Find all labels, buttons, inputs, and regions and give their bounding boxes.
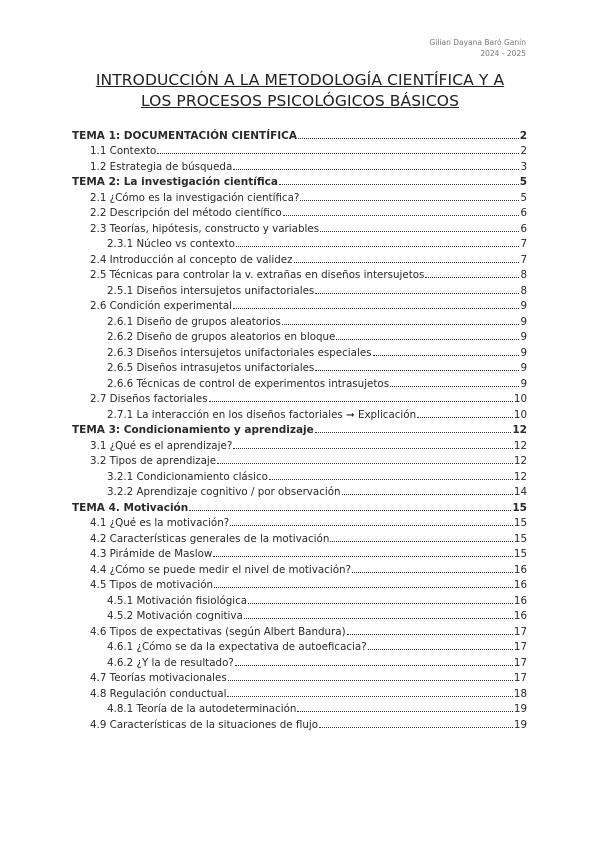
toc-leader (233, 169, 519, 170)
toc-entry[interactable] (72, 684, 527, 700)
toc-label: 4.6 Tipos de expectativas (según Albert Bandura) (90, 625, 346, 638)
toc-page: 17 (513, 641, 527, 653)
toc-label: 4.1 ¿Qué es la motivación? (90, 517, 230, 529)
toc-entry[interactable] (72, 126, 527, 142)
toc-label: 4.3 Pirámide de Maslow (90, 548, 213, 560)
toc-label: 3.2 Tipos de aprendizaje (90, 455, 217, 467)
toc-entry[interactable] (72, 235, 527, 251)
toc-leader (228, 680, 513, 681)
toc-page: 16 (513, 563, 527, 576)
toc-label: 4.6.1 ¿Cómo se da la expectativa de autoeficacia? (107, 641, 367, 653)
toc-leader (368, 649, 513, 650)
toc-label: 2.2 Descripción del método científico (90, 207, 282, 219)
toc-leader (315, 432, 512, 433)
toc-page: 16 (513, 579, 527, 591)
toc-leader (315, 293, 519, 294)
toc-label: 2.5 Técnicas para controlar la v. extrañas en diseños intersujetos (90, 269, 425, 281)
toc-page: 6 (520, 222, 527, 235)
toc-page: 14 (513, 486, 527, 498)
toc-label: 2.6.5 Diseños intrasujetos unifactoriales (107, 362, 315, 374)
toc-leader (236, 246, 519, 247)
toc-page: 2 (519, 129, 527, 142)
toc-label: 4.5.1 Motivación fisiológica (107, 594, 248, 607)
toc-entry[interactable] (72, 715, 527, 731)
toc-page: 17 (513, 656, 527, 669)
toc-entry[interactable] (72, 390, 527, 406)
toc-entry[interactable] (72, 514, 527, 530)
toc-label: 2.6.6 Técnicas de control de experimentos intrasujetos (107, 377, 390, 390)
toc-leader (294, 262, 520, 263)
toc-entry[interactable] (72, 173, 527, 189)
toc-entry[interactable] (72, 576, 527, 592)
toc-leader (300, 200, 519, 201)
toc-entry[interactable] (72, 405, 527, 421)
toc-page: 9 (520, 315, 527, 328)
toc-leader (269, 479, 513, 480)
toc-entry[interactable] (72, 467, 527, 483)
toc-leader (425, 277, 519, 278)
toc-leader (417, 417, 513, 418)
toc-entry[interactable] (72, 669, 527, 685)
toc-entry[interactable] (72, 266, 527, 282)
table-of-contents (72, 126, 527, 731)
toc-leader (315, 370, 519, 371)
toc-label: 2.6 Condición experimental (90, 300, 232, 312)
toc-page: 15 (513, 532, 527, 545)
toc-entry[interactable] (72, 545, 527, 561)
toc-label: 4.4 ¿Cómo se puede medir el nivel de motivación? (90, 563, 351, 576)
toc-leader (233, 308, 519, 309)
toc-label: 2.5.1 Diseños intersujetos unifactoriales (107, 284, 315, 297)
toc-leader (217, 463, 513, 464)
toc-leader (347, 634, 513, 635)
toc-leader (282, 324, 520, 325)
toc-entry[interactable] (72, 498, 527, 514)
toc-page: 7 (520, 253, 527, 266)
toc-label: 4.7 Teorías motivacionales (90, 672, 227, 684)
toc-page: 8 (520, 269, 527, 281)
toc-leader (330, 541, 513, 542)
toc-leader (352, 572, 513, 573)
toc-leader (390, 386, 519, 387)
toc-entry[interactable] (72, 343, 527, 359)
title-line-2: LOS PROCESOS PSICOLÓGICOS BÁSICOS (140, 92, 460, 110)
toc-entry[interactable] (72, 359, 527, 375)
toc-label: 3.1 ¿Qué es el aprendizaje? (90, 439, 233, 452)
author-name: Gilian Dayana Baró Ganín (429, 38, 526, 47)
toc-label: 2.1 ¿Cómo es la investigación científica? (90, 191, 300, 204)
toc-label: 2.6.2 Diseño de grupos aleatorios en bloque (107, 331, 336, 343)
toc-label: 2.7.1 La interacción en los diseños factoriales ➞ Explicación (107, 408, 417, 421)
toc-page: 2 (520, 145, 527, 157)
toc-leader (248, 603, 513, 604)
toc-page: 12 (512, 424, 527, 436)
toc-page: 12 (513, 455, 527, 467)
toc-entry[interactable] (72, 281, 527, 297)
toc-entry[interactable] (72, 250, 527, 266)
toc-label: 2.7 Diseños factoriales (90, 393, 208, 405)
toc-page: 7 (520, 238, 527, 250)
toc-label: 2.6.1 Diseño de grupos aleatorios (107, 315, 281, 328)
toc-leader (279, 184, 519, 185)
toc-leader (157, 153, 519, 154)
toc-leader (373, 355, 520, 356)
toc-page: 17 (513, 625, 527, 638)
toc-page: 18 (513, 687, 527, 700)
toc-leader (297, 711, 512, 712)
toc-entry[interactable] (72, 421, 527, 437)
academic-year: 2024 - 2025 (480, 49, 526, 58)
toc-leader (298, 138, 519, 139)
toc-entry[interactable] (72, 328, 527, 344)
toc-page: 16 (513, 594, 527, 607)
toc-page: 10 (513, 393, 527, 405)
toc-label: 4.5.2 Motivación cognitiva (107, 610, 243, 622)
toc-entry[interactable] (72, 297, 527, 313)
toc-label: 4.6.2 ¿Y la de resultado? (107, 656, 234, 669)
toc-page: 15 (513, 548, 527, 560)
toc-page: 9 (520, 300, 527, 312)
toc-leader (235, 665, 513, 666)
toc-label: 4.5 Tipos de motivación (90, 579, 214, 591)
toc-entry[interactable] (72, 483, 527, 499)
toc-entry[interactable] (72, 638, 527, 654)
toc-leader (320, 231, 519, 232)
toc-label: 2.6.3 Diseños intersujetos unifactoriales especiales (107, 346, 372, 359)
toc-entry[interactable] (72, 157, 527, 173)
toc-page: 9 (520, 377, 527, 390)
toc-label: 2.3.1 Núcleo vs contexto (107, 238, 235, 250)
toc-entry[interactable] (72, 700, 527, 716)
toc-page: 17 (513, 672, 527, 684)
toc-entry[interactable] (72, 452, 527, 468)
toc-entry[interactable] (72, 142, 527, 158)
toc-page: 19 (513, 718, 527, 731)
toc-page: 8 (520, 284, 527, 297)
toc-label: 4.9 Características de la situaciones de flujo (90, 718, 319, 731)
toc-page: 9 (520, 346, 527, 359)
toc-page: 5 (520, 191, 527, 204)
toc-label: TEMA 3: Condicionamiento y aprendizaje (72, 424, 314, 436)
toc-page: 19 (513, 703, 527, 715)
toc-leader (213, 556, 513, 557)
toc-page: 15 (512, 501, 527, 514)
toc-entry[interactable] (72, 219, 527, 235)
toc-label: TEMA 2: La investigación científica (72, 176, 278, 188)
toc-leader (189, 510, 511, 511)
toc-leader (283, 215, 520, 216)
toc-leader (209, 401, 513, 402)
title-line-1: INTRODUCCIÓN A LA METODOLOGÍA CIENTÍFICA Y A (95, 71, 505, 89)
toc-leader (319, 727, 513, 728)
toc-page: 15 (513, 517, 527, 529)
toc-entry[interactable] (72, 529, 527, 545)
toc-page: 9 (520, 362, 527, 374)
toc-label: 4.2 Características generales de la motivación (90, 532, 330, 545)
toc-entry[interactable] (72, 374, 527, 390)
toc-page: 5 (519, 176, 527, 188)
toc-leader (230, 525, 513, 526)
page-header (429, 37, 526, 59)
toc-label: TEMA 4. Motivación (72, 501, 189, 514)
toc-label: 2.4 Introducción al concepto de validez (90, 253, 293, 266)
toc-page: 16 (513, 610, 527, 622)
toc-leader (244, 618, 513, 619)
toc-label: 1.2 Estrategia de búsqueda (90, 160, 233, 173)
toc-entry[interactable] (72, 591, 527, 607)
toc-leader (342, 494, 513, 495)
toc-entry[interactable] (72, 560, 527, 576)
toc-page: 10 (513, 408, 527, 421)
toc-leader (233, 448, 513, 449)
document-title (0, 70, 600, 112)
toc-label: 3.2.1 Condicionamiento clásico (107, 470, 268, 483)
toc-label: 4.8.1 Teoría de la autodeterminación (107, 703, 297, 715)
toc-label: TEMA 1: DOCUMENTACIÓN CIENTÍFICA (72, 129, 298, 142)
toc-entry[interactable] (72, 312, 527, 328)
toc-page: 3 (520, 160, 527, 173)
toc-page: 6 (520, 207, 527, 219)
toc-entry[interactable] (72, 607, 527, 623)
toc-page: 9 (520, 331, 527, 343)
toc-label: 1.1 Contexto (90, 145, 157, 157)
toc-entry[interactable] (72, 188, 527, 204)
toc-leader (336, 339, 519, 340)
toc-label: 4.8 Regulación conductual (90, 687, 227, 700)
toc-leader (214, 587, 513, 588)
toc-page: 12 (513, 470, 527, 483)
toc-entry[interactable] (72, 436, 527, 452)
toc-entry[interactable] (72, 204, 527, 220)
toc-entry[interactable] (72, 653, 527, 669)
toc-entry[interactable] (72, 622, 527, 638)
toc-leader (227, 696, 512, 697)
toc-label: 3.2.2 Aprendizaje cognitivo / por observación (107, 486, 341, 498)
toc-page: 12 (513, 439, 527, 452)
toc-label: 2.3 Teorías, hipótesis, constructo y variables (90, 222, 320, 235)
